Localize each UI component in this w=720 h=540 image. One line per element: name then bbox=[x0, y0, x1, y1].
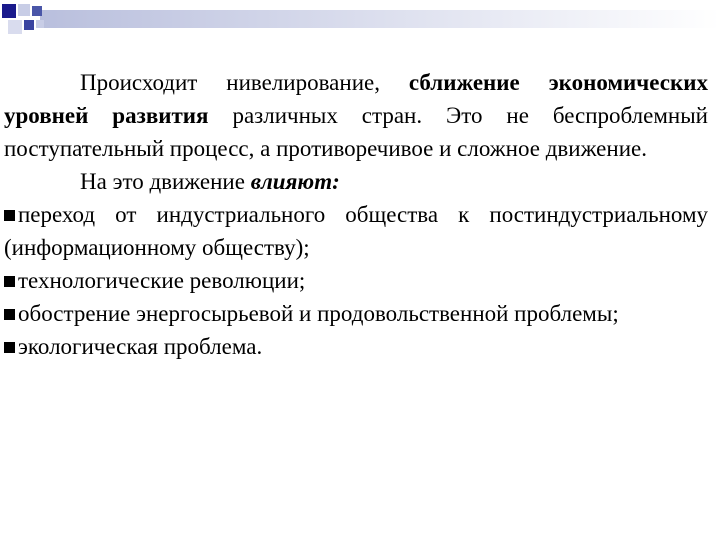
slide-content bbox=[4, 66, 708, 363]
square-bullet-icon bbox=[4, 210, 15, 221]
square-bullet-icon bbox=[4, 276, 15, 287]
decorative-header-squares bbox=[0, 0, 720, 40]
influence-text: На это движение bbox=[80, 169, 251, 194]
deco-square-light-3 bbox=[36, 20, 44, 28]
deco-square-mid bbox=[32, 6, 42, 16]
factor-item-2 bbox=[4, 264, 708, 297]
influence-emphasis: влияют: bbox=[250, 169, 340, 194]
deco-square-light bbox=[18, 4, 30, 16]
square-bullet-icon bbox=[4, 342, 15, 353]
factor-text: экологическая проблема. bbox=[18, 334, 263, 359]
factor-item-3 bbox=[4, 297, 708, 330]
header-fade-bar bbox=[40, 10, 720, 28]
deco-square-dark bbox=[2, 4, 16, 18]
influence-paragraph bbox=[4, 165, 708, 198]
factor-text: технологические революции; bbox=[18, 268, 306, 293]
deco-square-light-2 bbox=[8, 20, 22, 34]
factor-item-1 bbox=[4, 198, 708, 264]
factor-text: обострение энергосырьевой и продовольственной проблемы; bbox=[18, 301, 619, 326]
intro-paragraph bbox=[4, 66, 708, 165]
factor-text: переход от индустриального общества к постиндустриальному (информационному обществу); bbox=[4, 202, 708, 260]
square-bullet-icon bbox=[4, 309, 15, 320]
intro-bold-phrase: сближение экономических уровней развития bbox=[4, 70, 708, 128]
intro-text-2: различных стран. Это не беспроблемный поступательный процесс, а противоречивое и сложное движение. bbox=[4, 103, 708, 161]
deco-square-dark-2 bbox=[24, 20, 34, 30]
intro-text-1: Происходит нивелирование, bbox=[80, 70, 409, 95]
factor-item-4 bbox=[4, 330, 708, 363]
